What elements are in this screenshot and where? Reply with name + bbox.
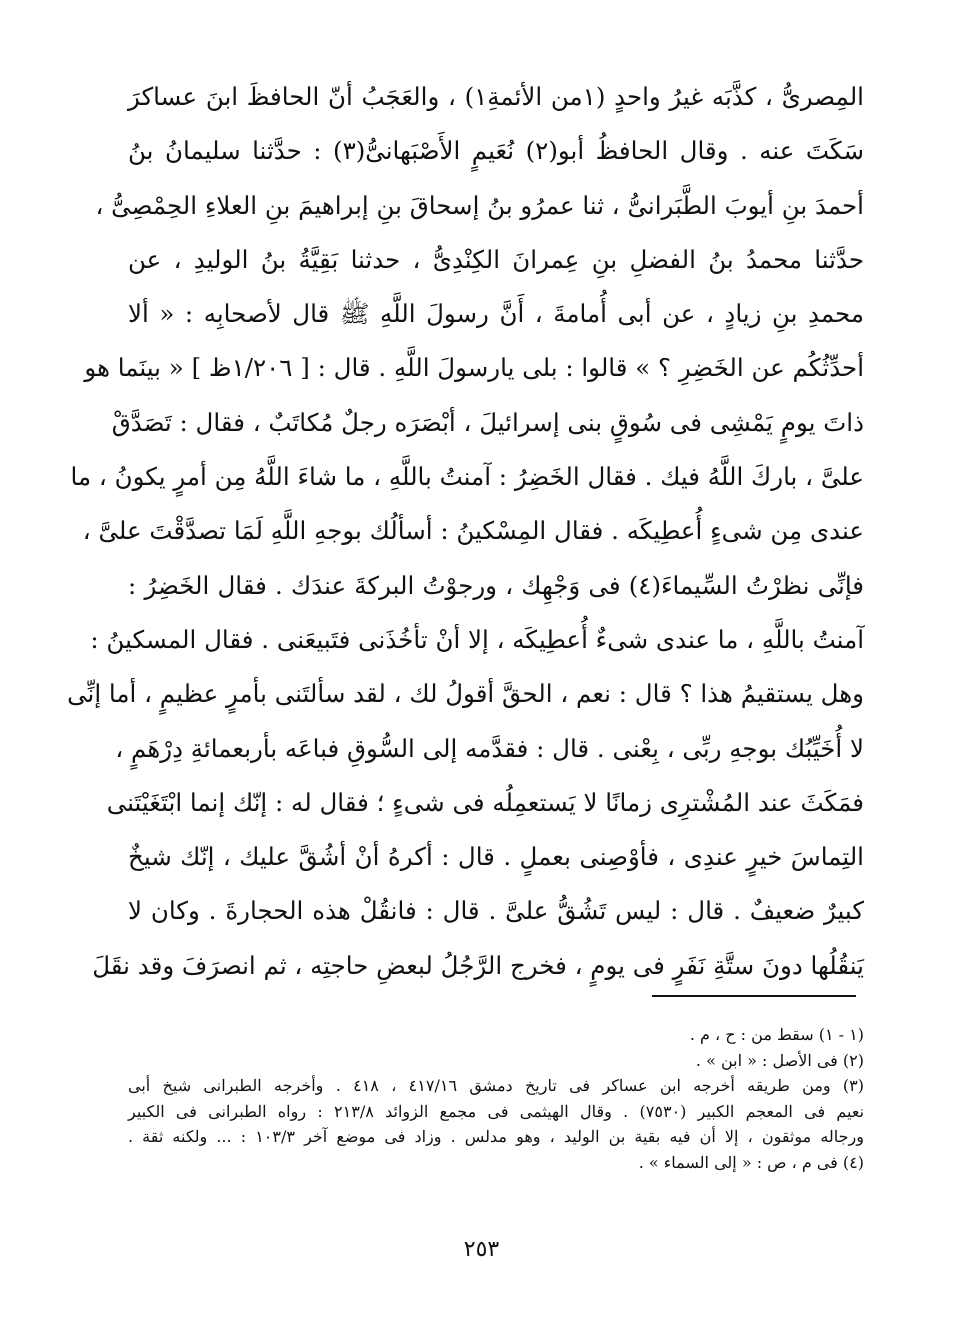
text-line: علىَّ ، باركَ اللَّهُ فيك . فقال الخَضِرُ : آمنتُ باللَّهِ ، ما شاءَ اللَّهُ مِن أمرٍ يكونُ ، ما	[70, 462, 864, 492]
footnote-3-line-2: نعيم فى المعجم الكبير (٧٥٣٠) . وقال الهيثمى فى مجمع الزوائد ٢١٣/٨ : رواه الطبرانى فى الكبير	[128, 1101, 865, 1121]
text-line: فمَكَثَ عند المُشْترِى زمانًا لا يَستعمِلُه فى شىءٍ ؛ فقال له : إنّك إنما ابْتَغَيْتَنى	[106, 787, 864, 817]
footnote-2: (٢) فى الأصل : « ابن » .	[695, 1050, 864, 1070]
footnotes-block	[128, 1022, 864, 1175]
text-line: المِصرىُّ ، كذَّبَه غيرُ واحدٍ (١من الأئمةِ١) ، والعَجَبُ أنّ الحافظَ ابنَ عساكرَ	[128, 82, 864, 111]
footnote-3-line-1: (٣) ومن طريقه أخرجه ابن عساكر فى تاريخ دمشق ٤١٧/١٦ ، ٤١٨ . وأخرجه الطبرانى شيخ أبى	[128, 1076, 864, 1095]
footnote-separator-rule	[652, 995, 856, 997]
text-line: محمدِ بنِ زيادٍ ، عن أبى أُمامةَ ، أَنَّ رسولَ اللَّهِ ﷺ قال لأصحابِه : « ألا	[128, 299, 864, 329]
text-line: عندى مِن شىءٍ أُعطِيكَه . فقال المِسْكينُ : أسألُك بوجهِ اللَّهِ لَمَا تصدَّقْتَ علىَّ ،	[82, 516, 864, 546]
text-line: آمنتُ باللَّهِ ، ما عندى شىءٌ أُعطِيكَه ، إلا أنْ تأخُذَنى فتَبيعَنى . فقال المسكينُ :	[90, 624, 864, 654]
footnote-4: (٤) فى م ، ص : « إلى السماء » .	[638, 1152, 864, 1172]
footnote-1: (١ - ١) سقط من : ح ، م .	[689, 1025, 864, 1044]
text-line: حدَّثنا محمدُ بنُ الفضلِ بنِ عِمرانَ الكِنْدِىُّ ، حدثنا بَقِيَّةُ بنُ الوليدِ ، عن	[128, 244, 864, 274]
footnote-3-line-3: ورجاله موثقون ، إلا أن فيه بقية بن الوليد ، وهو مدلس . وزاد فى موضع آخر ١٠٣/٣ : ... ولكنه ثقة .	[128, 1127, 864, 1146]
text-line: كبيرٌ ضعيفٌ . قال : ليس تَشُقُّ علىَّ . قال : فانقُلْ هذه الحجارةَ . وكان لا	[128, 896, 864, 926]
text-line: وهل يستقيمُ هذا ؟ قال : نعم ، الحقَّ أقولُ لك ، لقد سألتَنى بأمرٍ عظيمٍ ، أما إنِّى	[67, 679, 864, 709]
main-text-block	[67, 70, 864, 993]
text-line: أحمدَ بنِ أيوبَ الطَّبَرانىُّ ، ثنا عمرُو بنُ إسحاقَ بنِ إبراهيمَ بنِ العلاءِ الحِمْصِىُّ ،	[95, 190, 864, 220]
text-line: أحدِّثُكُم عن الخَضِرِ ؟ » قالوا : بلى يارسولَ اللَّهِ . قال : [ ١/٢٠٦ظ ] « بينَما هو	[84, 353, 864, 383]
text-line: سَكَتَ عنه . وقال الحافظُ أبو(٢) نُعَيمٍ الأَصْبَهانىُّ(٣) : حدَّثنا سليمانُ بنُ	[128, 136, 864, 166]
text-line: لا أُخَيِّبُك بوجهِ ربِّى ، بِعْنى . قال : فقدَّمه إلى السُّوقِ فباعَه بأربعمائةِ دِرْهَمٍ ،	[115, 733, 864, 763]
text-line: ذاتَ يومٍ يَمْشِى فى سُوقٍ بنى إسرائيلَ ، أبْصَرَه رجلٌ مُكاتَبٌ ، فقال : تَصَدَّقْ	[111, 407, 864, 437]
text-line: يَنقُلُها دونَ ستَّةِ نَفَرٍ فى يومٍ ، فخرج الرَّجُلُ لبعضِ حاجتِه ، ثم انصرَفَ وقد نقَلَ	[92, 950, 864, 980]
page-number: ٢٥٣	[463, 1237, 500, 1262]
text-line: فإنِّى نظرْتُ السِّيماءَ(٤) فى وَجْهِك ، ورجوْتُ البركةَ عندَك . فقال الخَضِرُ :	[128, 570, 864, 600]
text-line: التِماسَ خيرٍ عندِى ، فأوْصِنى بعملٍ . قال : أكرهُ أنْ أشُقَّ عليك ، إنّك شيخٌ	[128, 842, 864, 872]
